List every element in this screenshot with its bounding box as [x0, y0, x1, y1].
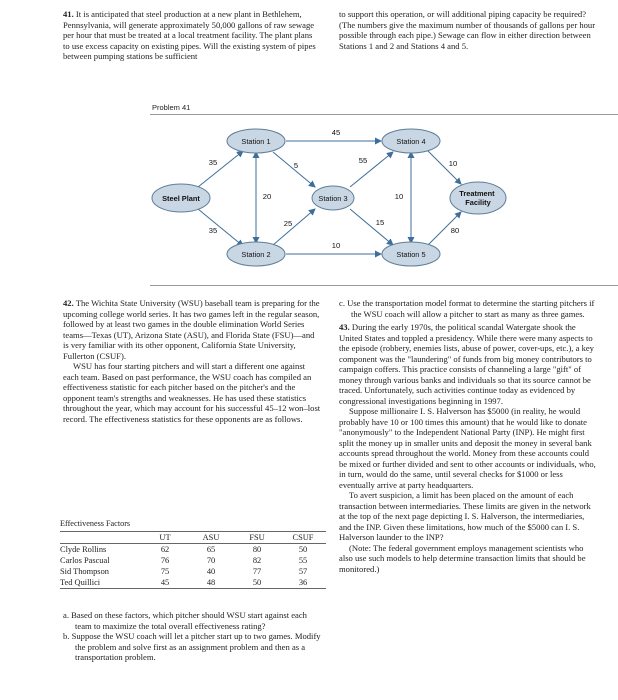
table-header: FSU [249, 533, 265, 542]
table-cell: 76 [160, 556, 170, 565]
table-cell: 82 [252, 556, 262, 565]
note: (Note: The federal government employs management scientists who also use such models to help determine transaction limits that should be monitored.) [339, 542, 586, 574]
table-cell: 45 [160, 578, 170, 587]
problem-42c-43 [339, 298, 597, 574]
pipe-plant-s2 [198, 209, 243, 246]
capacity-s1-s3: 5 [293, 161, 299, 170]
pipe-s3-s4 [350, 152, 393, 187]
table-cell: 75 [160, 567, 170, 576]
table-title: Effectiveness Factors [60, 519, 131, 528]
capacity-plant-s2: 35 [208, 226, 218, 235]
part-a: a. Based on these factors, which pitcher should WSU start against each team to maximize the total overall effectiveness rating? [63, 610, 307, 631]
table-cell: Clyde Rollins [60, 545, 107, 554]
problem-text: Suppose millionaire I. S. Halverson has $5000 (in reality, he would probably have 10 or 100 times this amount) that he would like to donate "anonymously" to the Independent National Party (INP). He might first split the money up in smaller units and deposit the money in several bank accounts spread throughout the world. Money from these accounts could be mixed or further divided and sent to other accounts or individuals, who, in turn, would do the same, until several checks for $1000 or less eventually arrive at party headquarters. [339, 406, 596, 490]
label-station-2: Station 2 [241, 250, 271, 259]
label-station-1: Station 1 [241, 137, 271, 146]
capacity-s2-s5: 10 [331, 241, 341, 250]
table-cell: 65 [206, 545, 216, 554]
capacity-s5-treat: 80 [450, 226, 460, 235]
label-treatment-text: Treatment [459, 189, 495, 198]
table-cell: 55 [298, 556, 308, 565]
table-header: CSUF [292, 533, 314, 542]
label-steel-plant: Steel Plant [162, 194, 200, 203]
table-cell: 50 [252, 578, 262, 587]
table-cell: 36 [298, 578, 308, 587]
table-cell: Carlos Pascual [60, 556, 110, 565]
problem-text: To avert suspicion, a limit has been placed on the amount of each transaction between intermediaries. These limits are given in the network at the top of the next page depicting I. S. Halverson, the intermediaries, and the INP. Given these limitations, how much of the $5000 can I. S. Halverson launder to the INP? [339, 490, 591, 542]
pipe-plant-s1 [198, 151, 243, 187]
label-station-4: Station 4 [396, 137, 426, 146]
capacity-s4-treat: 10 [448, 159, 458, 168]
pipe-s3-s5 [350, 209, 393, 245]
problem-number: 42. [63, 298, 74, 308]
table-row [60, 566, 326, 577]
capacity-plant-s1: 35 [208, 158, 218, 167]
problem-42 [63, 298, 321, 424]
capacity-s4-s5: 10 [394, 192, 404, 201]
table-row [60, 577, 326, 589]
table-cell: 50 [298, 545, 308, 554]
table-header: ASU [202, 533, 220, 542]
label-station-5: Station 5 [396, 250, 426, 259]
capacity-s3-s4: 55 [358, 156, 368, 165]
problem-text: During the early 1970s, the political scandal Watergate shook the United States and toppled a presidency. While there were many aspects to the episode (robbery, enemies lists, abuse of power, cover-ups, etc.), a key component was the "laundering" of funds from big money contributors to campaign coffers. This practice consists of channeling a large "gift" of money through various banks and individuals so that its source cannot be traced. Unfortunately, such activities continue today as evidenced by congressional investigations beginning in 1997. [339, 322, 594, 406]
part-b: b. Suppose the WSU coach will let a pitcher start up to two games. Modify the problem and solve first as an assignment problem and then as a transportation problem. [63, 631, 321, 662]
table-header-row [60, 532, 326, 544]
table-cell: 80 [252, 545, 262, 554]
capacity-s3-s5: 15 [375, 218, 385, 227]
problem-number: 43. [339, 322, 350, 332]
table-row [60, 555, 326, 566]
table-cell: Ted Quillici [60, 578, 101, 587]
problem-text: to support this operation, or will additional piping capacity be required? (The numbers give the maximum number of thousands of gallons per hour possible through each pipe.) Sewage can flow in either direction between Stations 1 and 2 and Stations 4 and 5. [339, 9, 596, 51]
table-cell: 70 [206, 556, 216, 565]
capacity-s2-s3: 25 [283, 219, 293, 228]
problem-text: The Wichita State University (WSU) baseball team is preparing for the upcoming college world series. It has two games left in the regular season, followed by at least two games in the double elimination World Series teams—Texas (UT), Arizona State (ASU), and Florida State (FSU)—and is very familiar with its other opponent, California State University, Fullerton (CSUF). [63, 298, 320, 361]
part-c: c. Use the transportation model format to determine the starting pitchers if the WSU coach will allow a pitcher to start as many as three games. [339, 298, 595, 319]
pipe-s2-s3 [273, 209, 315, 245]
pipe-network-diagram [0, 0, 618, 300]
table-cell: Sid Thompson [60, 567, 109, 576]
table-cell: 57 [298, 567, 308, 576]
table-row [60, 544, 326, 556]
capacity-s1-s4: 45 [331, 128, 341, 137]
table-cell: 77 [252, 567, 262, 576]
table-cell: 48 [206, 578, 216, 587]
problem-number: 41. [63, 9, 74, 19]
label-treatment-line2: Facility [465, 198, 491, 207]
figure-label: Problem 41 [152, 103, 191, 112]
table-cell: 62 [160, 545, 170, 554]
table-cell: 40 [206, 567, 216, 576]
problem-text: WSU has four starting pitchers and will start a different one against each team. Based on past performance, the WSU coach has compiled an effectiveness statistic for each pitcher based on the pitcher's and the opponent team's strengths and weaknesses. He has used these statistics throughout the year, which may account for his successful 45–12 won–lost record. The effectiveness statistics for these opponents are as follows. [63, 361, 321, 424]
table-header: UT [159, 533, 171, 542]
table-header [60, 532, 142, 544]
problem-text: It is anticipated that steel production at a new plant in Bethlehem, Pennsylvania, will generate approximately 50,000 gallons of raw sewage per hour that must be treated at a local treatment facility. The plant plans to use excess capacity on existing pipes. Will the existing system of pipes between pumping stations be sufficient [63, 9, 316, 61]
capacity-s1-s2: 20 [262, 192, 272, 201]
effectiveness-table [60, 531, 326, 589]
label-station-3: Station 3 [318, 194, 348, 203]
problem-42-parts [63, 610, 321, 663]
